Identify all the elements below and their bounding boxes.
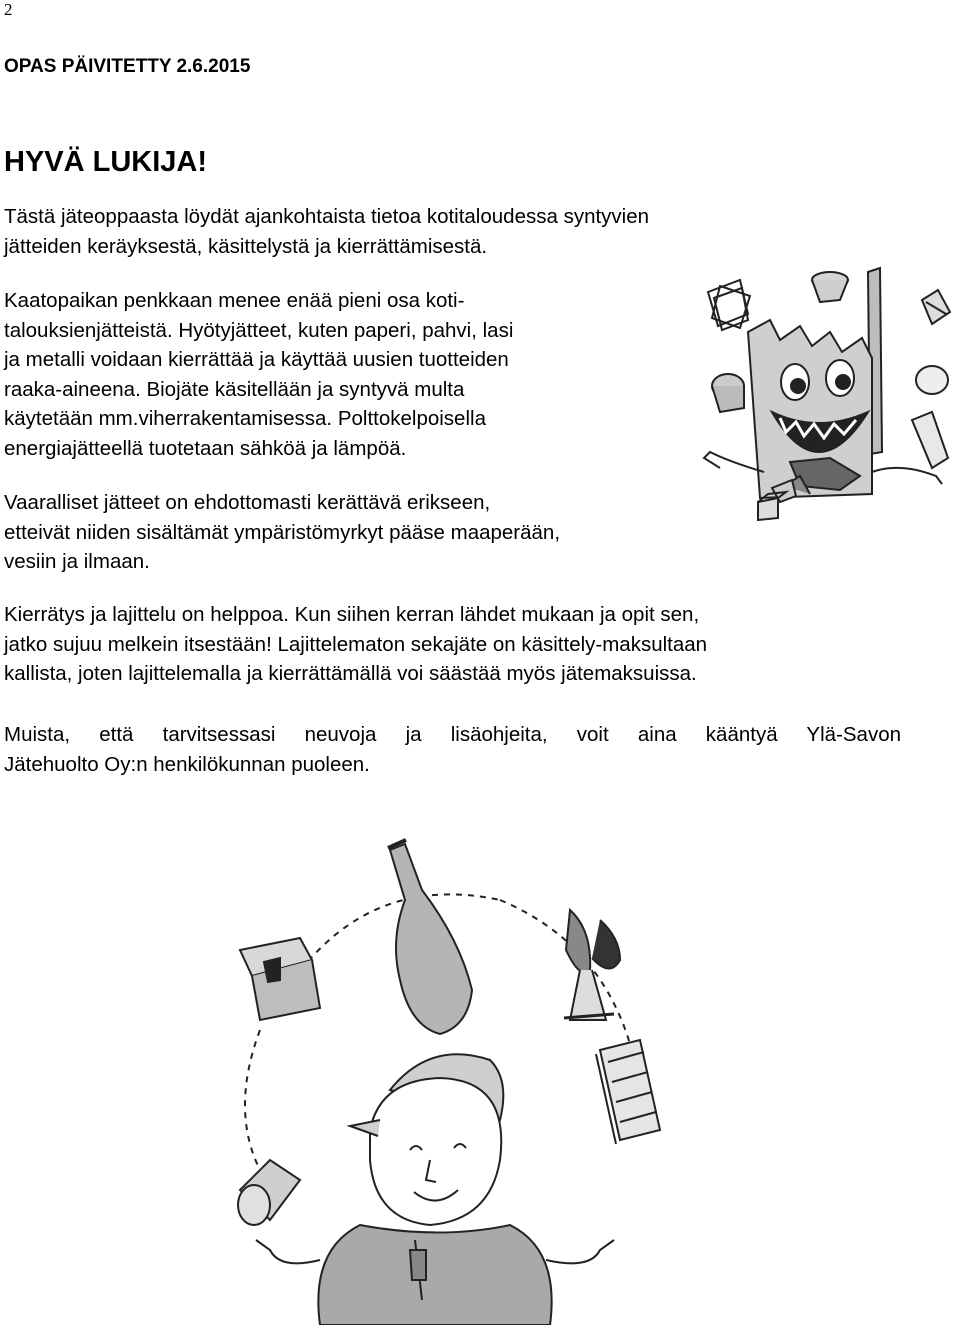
recycling-paragraph [4, 600, 904, 689]
landfill-paragraph [4, 286, 704, 463]
text-line: Kierrätys ja lajittelu on helppoa. Kun siihen kerran lähdet mukaan ja opit sen, [4, 603, 700, 626]
greeting-heading: HYVÄ LUKIJA! [4, 146, 208, 178]
update-date-heading: OPAS PÄIVITETTY 2.6.2015 [4, 56, 251, 77]
text-line: Muista, että tarvitsessasi neuvoja ja lisäohjeita, voit aina kääntyä Ylä-Savon [4, 723, 901, 746]
text-line: talouksienjätteistä. Hyötyjätteet, kuten paperi, pahvi, lasi [4, 318, 514, 342]
text-line: jätteiden keräyksestä, käsittelystä ja kierrättämisestä. [4, 234, 488, 258]
text-line: käytetään mm.viherrakentamisessa. Polttokelpoisella [4, 407, 486, 430]
page-number: 2 [4, 0, 13, 19]
text-line: raaka-aineena. Biojäte käsitellään ja syntyvä multa [4, 377, 465, 401]
contact-paragraph [4, 720, 901, 779]
smiling-factory-illustration [700, 262, 955, 527]
text-line: Tästä jäteoppaasta löydät ajankohtaista tietoa kotitaloudessa syntyvien [4, 205, 650, 228]
text-line: Vaaralliset jätteet on ehdottomasti kerättävä erikseen, [4, 491, 491, 514]
intro-paragraph [4, 202, 649, 261]
text-line: kallista, joten lajittelemalla ja kierrättämällä voi säästää myös jätemaksuissa. [4, 662, 697, 685]
juggling-worker-illustration [200, 830, 670, 1325]
text-line: etteivät niiden sisältämät ympäristömyrkyt pääse maaperään, [4, 520, 561, 544]
text-line: Jätehuolto Oy:n henkilökunnan puoleen. [4, 752, 370, 776]
text-line: vesiin ja ilmaan. [4, 550, 150, 573]
text-line: energiajätteellä tuotetaan sähköä ja lämpöä. [4, 436, 407, 460]
text-line: jatko sujuu melkein itsestään! Lajittelematon sekajäte on käsittely-maksultaan [4, 632, 708, 656]
hazardous-waste-paragraph [4, 488, 704, 577]
text-line: Kaatopaikan penkkaan menee enää pieni osa koti- [4, 289, 465, 312]
text-line: ja metalli voidaan kierrättää ja käyttää uusien tuotteiden [4, 348, 509, 371]
